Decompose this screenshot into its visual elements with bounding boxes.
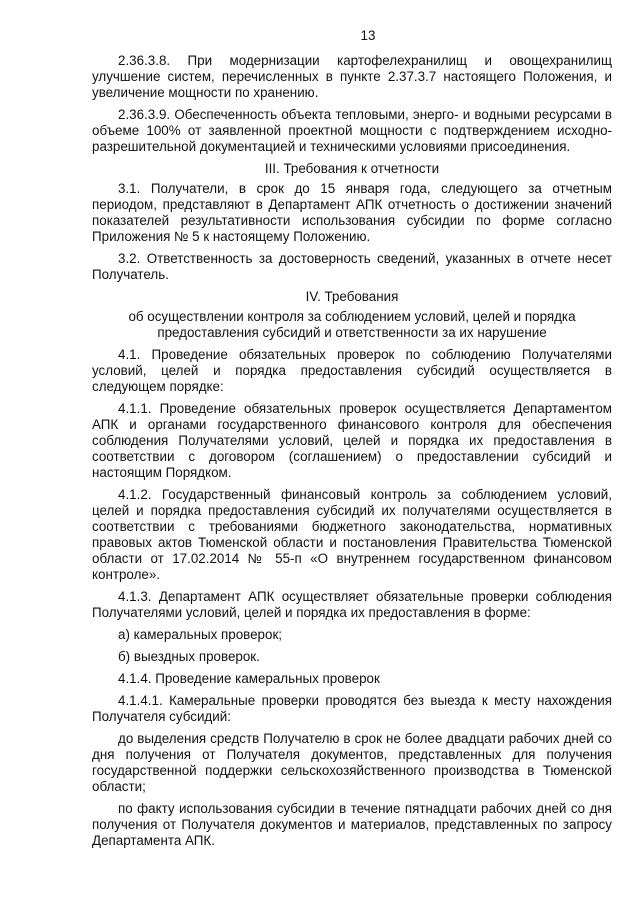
paragraph-4-1-2: 4.1.2. Государственный финансовый контроль за соблюдением условий, целей и порядка предоставления субсидий их получателями осуществляется в соответствии с требованиями бюджетного законодательства, нормативных правовых актов Тюменской области и постановления Правительства Тюменской области от 17.02.2014 № 55-п «О внутреннем государственном финансовом контроле». [92, 487, 612, 582]
list-item-b: б) выездных проверок. [118, 649, 260, 664]
paragraph-2-36-3-9: 2.36.3.9. Обеспеченность объекта тепловыми, энерго- и водными ресурсами в объеме 100% от заявленной проектной мощности с подтверждением исходно-разрешительной документацией и техническими условиями присоединения. [92, 107, 612, 154]
paragraph-before-allocation: до выделения средств Получателю в срок не более двадцати рабочих дней со дня получения от Получателя документов, представленных для получения государственной поддержки сельскохозяйственного производства в Тюменской области; [92, 731, 612, 794]
paragraph-2-36-3-8: 2.36.3.8. При модернизации картофелехранилищ и овощехранилищ улучшение систем, перечисленных в пункте 2.37.3.7 настоящего Положения, и увеличение мощности по хранению. [92, 53, 612, 100]
paragraph-4-1-1: 4.1.1. Проведение обязательных проверок осуществляется Департаментом АПК и органами государственного финансового контроля для обеспечения соблюдения Получателями условий, целей и порядка их предоставления в соответствии с договором (соглашением) о предоставлении субсидий и настоящим Порядком. [92, 401, 612, 480]
section-heading-iv: IV. Требования [305, 289, 399, 304]
paragraph-3-1: 3.1. Получатели, в срок до 15 января года, следующего за отчетным периодом, представляют в Департамент АПК отчетность о достижении значений показателей результативности использования субсидии по форме согласно Приложения № 5 к настоящему Положению. [92, 181, 612, 244]
paragraph-4-1-3: 4.1.3. Департамент АПК осуществляет обязательные проверки соблюдения Получателями условий, целей и порядка их предоставления в форме: [92, 589, 612, 620]
section-subheading-iv: об осуществлении контроля за соблюдением условий, целей и порядка предоставления субсидий и ответственности за их нарушение [128, 309, 576, 340]
paragraph-3-2: 3.2. Ответственность за достоверность сведений, указанных в отчете несет Получатель. [92, 251, 612, 282]
paragraph-4-1: 4.1. Проведение обязательных проверок по соблюдению Получателями условий, целей и порядка предоставления субсидий осуществляется в следующем порядке: [92, 347, 612, 394]
section-heading-iii: III. Требования к отчетности [264, 161, 440, 176]
page-number: 13 [360, 28, 376, 43]
list-item-a: а) камеральных проверок; [118, 627, 283, 642]
paragraph-after-usage: по факту использования субсидии в течение пятнадцати рабочих дней со дня получения от Получателя документов и материалов, представленных по запросу Департамента АПК. [92, 801, 612, 848]
paragraph-4-1-4-1: 4.1.4.1. Камеральные проверки проводятся без выезда к месту нахождения Получателя субсидий: [92, 693, 612, 724]
paragraph-4-1-4: 4.1.4. Проведение камеральных проверок [118, 671, 380, 686]
